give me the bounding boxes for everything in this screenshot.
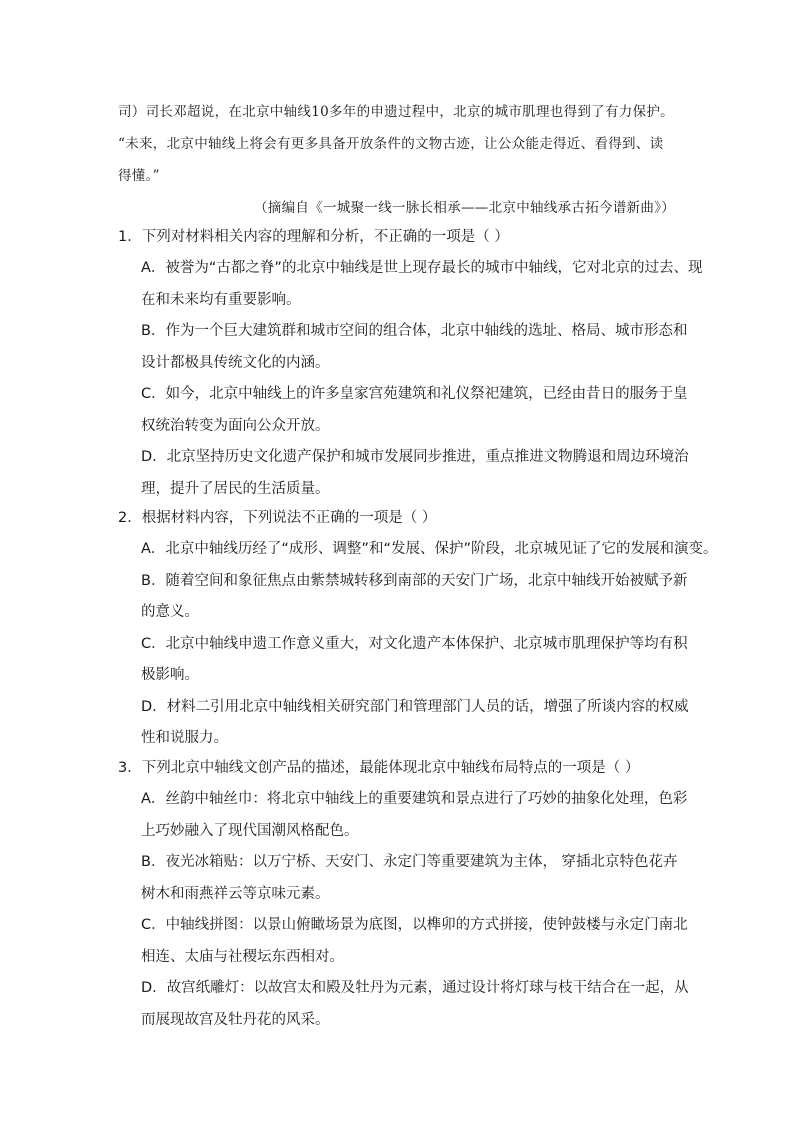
q3-option-a-line2: 上巧妙融入了现代国潮风格配色。	[141, 822, 359, 839]
q1-option-a-line2: 在和未来均有重要影响。	[141, 291, 301, 308]
q2-option-b-line2: 的意义。	[141, 604, 199, 620]
intro-line-3: 得懂。”	[118, 168, 160, 184]
question-2-options	[141, 534, 718, 755]
q3-option-c-line1: C．中轴线拼图：以景山俯瞰场景为底图，以榫卯的方式拼接，使钟鼓楼与永定门南北	[141, 917, 688, 933]
q1-option-d-line2: 理，提升了居民的生活质量。	[141, 480, 330, 497]
intro-paragraph	[118, 96, 678, 192]
question-3-options	[141, 784, 689, 1036]
q2-option-d-line2: 性和说服力。	[141, 730, 228, 746]
question-2-stem: 2．根据材料内容，下列说法不正确的一项是（ ）	[118, 510, 437, 526]
q1-option-b-line2: 设计都极具传统文化的内涵。	[141, 354, 330, 371]
question-3-stem: 3．下列北京中轴线文创产品的描述，最能体现北京中轴线布局特点的一项是（ ）	[118, 760, 640, 776]
q2-option-c-line2: 极影响。	[141, 667, 199, 683]
q1-option-c-line1: C．如今，北京中轴线上的许多皇家宫苑建筑和礼仪祭祀建筑，已经由昔日的服务于皇	[141, 386, 688, 402]
q2-option-c-line1: C．北京中轴线申遗工作意义重大，对文化遗产本体保护、北京城市肌理保护等均有积	[141, 635, 688, 652]
q1-option-b-line1: B．作为一个巨大建筑群和城市空间的组合体，北京中轴线的选址、格局、城市形态和	[141, 323, 688, 339]
q2-option-a-line1: A．北京中轴线历经了“成形、调整”和“发展、保护”阶段，北京城见证了它的发展和演变。	[141, 541, 718, 557]
q1-option-c-line2: 权统治转变为面向公众开放。	[141, 417, 330, 434]
q3-option-d-line2: 而展现故宫及牡丹花的风采。	[141, 1011, 330, 1028]
q2-option-d-line1: D．材料二引用北京中轴线相关研究部门和管理部门人员的话，增强了所谈内容的权威	[141, 698, 689, 715]
q3-option-d-line1: D．故宫纸雕灯：以故宫太和殿及牡丹为元素，通过设计将灯球与枝干结合在一起，从	[141, 980, 689, 996]
q3-option-a-line1: A．丝韵中轴丝巾：将北京中轴线上的重要建筑和景点进行了巧妙的抽象化处理，色彩	[141, 791, 688, 807]
question-1-stem: 1．下列对材料相关内容的理解和分析，不正确的一项是（ ）	[118, 229, 509, 245]
source-citation: （摘编自《一城聚一线一脉长相承——北京中轴线承古拓今谱新曲》）	[254, 200, 676, 216]
q3-option-b-line2: 树木和雨燕祥云等京味元素。	[141, 885, 330, 902]
q1-option-a-line1: A．被誉为“古都之脊”的北京中轴线是世上现存最长的城市中轴线，它对北京的过去、现	[141, 260, 703, 276]
q3-option-b-line1: B．夜光冰箱贴：以万宁桥、天安门、永定门等重要建筑为主体， 穿插北京特色花卉	[141, 854, 678, 870]
q3-option-c-line2: 相连、太庙与社稷坛东西相对。	[141, 948, 344, 965]
q2-option-b-line1: B．随着空间和象征焦点由紫禁城转移到南部的天安门广场，北京中轴线开始被赋予新	[141, 572, 688, 589]
intro-line-2: “未来，北京中轴线上将会有更多具备开放条件的文物古迹，让公众能走得近、看得到、读	[118, 136, 664, 152]
question-1-options	[141, 253, 703, 505]
q1-option-d-line1: D．北京坚持历史文化遗产保护和城市发展同步推进，重点推进文物腾退和周边环境治	[141, 449, 689, 465]
intro-line-1: 司）司长邓超说，在北京中轴线10多年的申遗过程中，北京的城市肌理也得到了有力保护。	[118, 104, 674, 120]
